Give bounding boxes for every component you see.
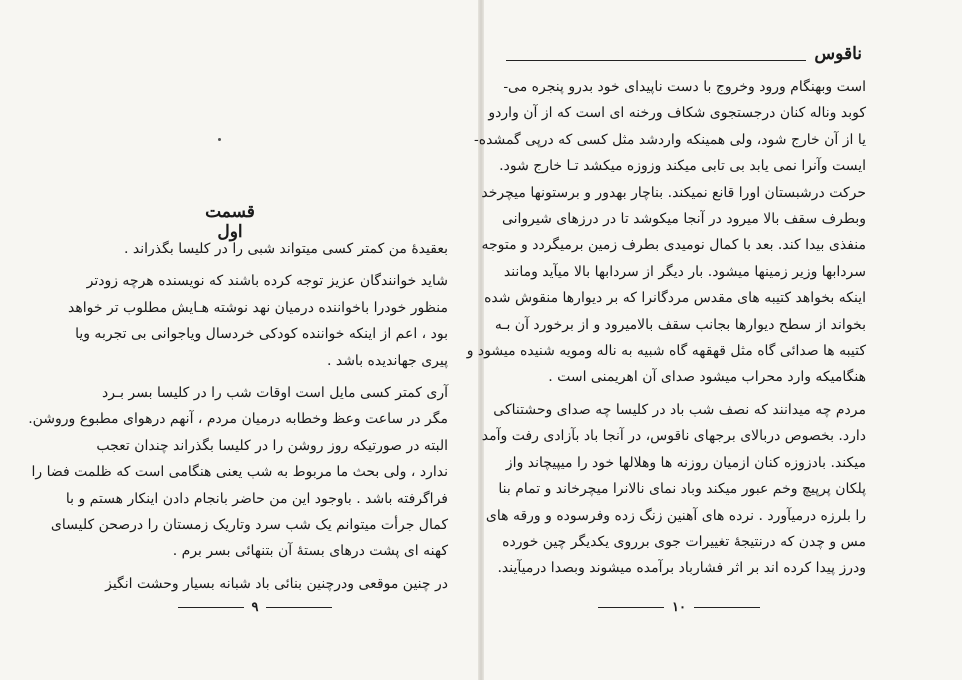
text-line: ندارد ، ولی بحث ما مربوط به شب یعنی هنگامی است که ظلمت فضا را: [31, 464, 448, 481]
page-blemish: [218, 138, 221, 141]
running-header: [506, 44, 862, 72]
text-line: است وبهنگام ورود وخروج با دست ناپیدای خود بدرو پنجره می-: [503, 79, 866, 95]
page-number-footer: [170, 600, 340, 616]
text-line: در چنین موقعی ودرچنین بنائی باد شبانه بسیار وحشت انگیز: [105, 575, 448, 592]
text-line: بخواند از سطح دیوارها بجانب سقف بالامیرود و از برخورد آن بـه: [494, 316, 866, 333]
text-line: کمال جرأت میتوانم یک شب سرد وتاریک زمستان را درصحن کلیسای: [50, 517, 448, 534]
text-line: حرکت درشبستان اورا قانع نمیکند. بناچار بهدور و برستونها میچرخد: [481, 184, 866, 201]
text-line: مس و چدن که درنتیجهٔ تغییرات جوی برروی یکدیگر چین خورده: [502, 533, 866, 550]
footer-rule: [598, 607, 664, 608]
text-line: کوبد وناله کنان درجستجوی شکاف ورخنه ای است که از آن واردو: [488, 105, 866, 122]
text-line: البته در صورتیکه روز روشن را در کلیسا بگذراند چندان تعجب: [96, 437, 448, 454]
text-line: هنگامیکه وارد محراب میشود صدای آن اهریمنی است .: [548, 369, 866, 386]
text-line: فراگرفته باشد . باوجود این من حاضر بانجام دادن اینکار هستم و با: [65, 490, 448, 507]
left-page: [0, 0, 478, 680]
page-number-footer: [594, 600, 764, 616]
footer-rule: [266, 607, 332, 608]
page-number: ۱۰: [672, 600, 686, 615]
text-line: کهنه ای پشت درهای بستهٔ آن بتنهائی بسر برم .: [172, 543, 448, 560]
text-line: منفذی بیدا کند. بعد با کمال نومیدی بطرف زمین برمیگردد و متوجه: [481, 237, 866, 254]
text-line: شاید خوانندگان عزیز توجه کرده باشند که نویسنده هرچه زودتر: [86, 273, 448, 290]
text-line: ایست وآنرا نمی یابد بی تابی میکند وزوزه میکشد تـا خارج شود.: [499, 158, 866, 175]
text-line: اینکه بخواهد کتیبه های مقدس مردگانرا که بر دیوارها منقوش شده: [484, 290, 866, 307]
header-rule: [506, 60, 806, 61]
running-title: ناقوس: [814, 44, 862, 64]
text-line: را بلرزه درمیآورد . نرده های آهنین زنگ زده وفرسوده و ورقه های: [485, 507, 866, 524]
text-line: دارد. بخصوص دربالای برجهای ناقوس، در آنجا باد بآزادی رفت وآمد: [481, 428, 866, 445]
text-line: ودرز پیدا کرده اند بر اثر فشارباد برآمده میشوند وبصدا درمیآیند.: [497, 560, 866, 577]
text-line: بود ، اعم از اینکه خواننده کودکی خردسال ویاجوانی بی تجربه ویا: [75, 326, 448, 343]
text-line: منظور خودرا باخواننده درمیان نهد نوشته هـایش مطلوب تر خواهد: [68, 299, 448, 316]
footer-rule: [178, 607, 244, 608]
left-page-body: [28, 236, 448, 597]
right-page: [466, 0, 962, 680]
text-line: مردم چه میدانند که نصف شب باد در کلیسا چه صدای وحشتناکی: [493, 401, 866, 418]
text-line: پیری جهاندیده باشد .: [326, 352, 448, 369]
text-line: پلکان پرپیچ وخم عبور میکند وباد نمای نالانرا میچرخاند و تمام بنا: [498, 481, 866, 498]
text-line: وبطرف سقف بالا میرود در آنجا میکوشد تا در درزهای شیروانی: [501, 211, 866, 228]
right-page-body: [466, 74, 866, 582]
text-line: میکند. بادزوزه کنان ازمیان روزنه ها وهلالها خود را میپیچاند واز: [505, 454, 866, 471]
page-number: ۹: [251, 600, 259, 615]
text-line: بعقیدهٔ من کمتر کسی میتواند شبی را در کلیسا بگذراند .: [123, 241, 448, 257]
text-line: کتیبه ها صدائی گاه مثل قهقهه گاه شبیه به ناله ومویه شنیده میشود و: [466, 343, 866, 360]
text-line: یا از آن خارج شود، ولی همینکه واردشد مثل کسی که درپی گمشده-: [474, 131, 866, 148]
text-line: آری کمتر کسی مایل است اوقات شب را در کلیسا بسر بـرد: [102, 385, 448, 402]
text-line: سردابها وزیر زمینها میشود. بار دیگر از سردابها بالا میآید ومانند: [503, 263, 866, 280]
text-line: مگر در ساعت وعظ وخطابه درمیان مردم ، آنهم درهوای مطبوع وروشن.: [28, 411, 448, 428]
footer-rule: [694, 607, 760, 608]
section-title: قسمت اول: [205, 202, 255, 242]
